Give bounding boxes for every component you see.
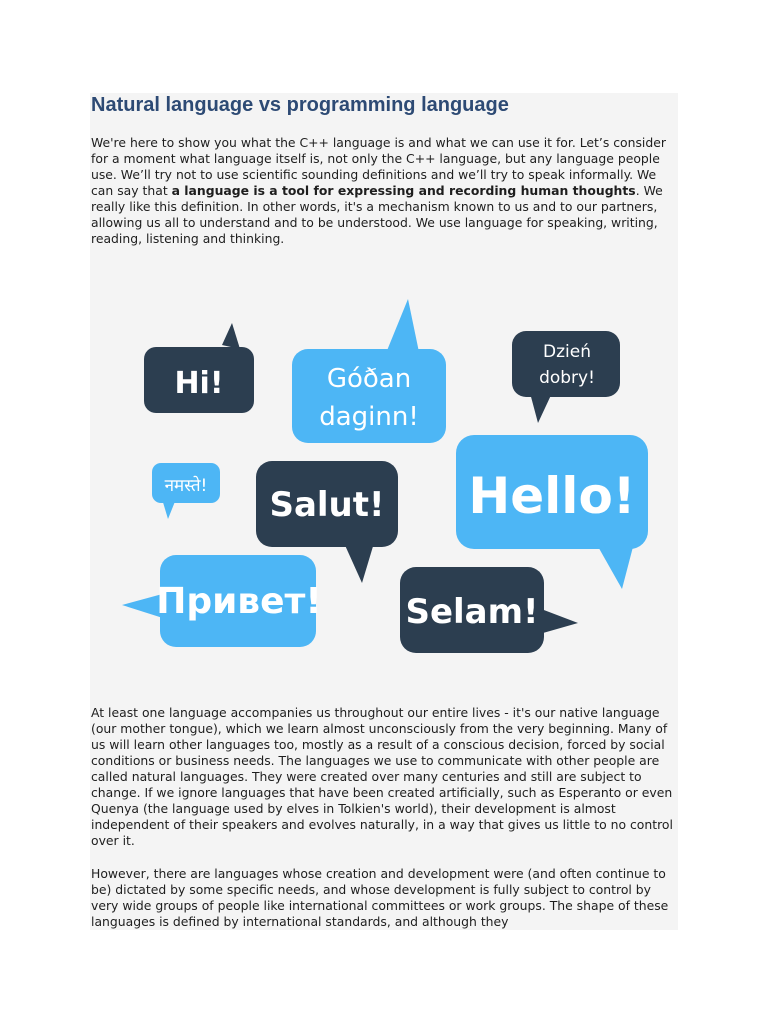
bubble-hi-text: Hi!: [174, 366, 224, 401]
bubble-selam-text: Selam!: [405, 592, 539, 632]
bubble-namaste: [152, 463, 220, 519]
bubble-hello-text: Hello!: [468, 467, 636, 525]
bubble-dzien-line2: dobry!: [539, 368, 595, 388]
bubble-hello: [456, 435, 648, 589]
article-title: Natural language vs programming language: [91, 94, 509, 116]
bubble-hi: [144, 323, 254, 413]
intro-paragraph: [91, 135, 678, 247]
intro-definition-bold: a language is a tool for expressing and recording human thoughts: [171, 183, 636, 198]
bubble-godan-line2: daginn!: [319, 402, 419, 432]
native-language-paragraph: At least one language accompanies us throughout our entire lives - it's our native language (our mother tongue), which we learn almost unconsciously from the very beginning. Many of us will learn other languages too, mostly as a result of a conscious decision, forced by social conditions or business needs. The languages we use to communicate with other people are called natural languages. They were created over many centuries and still are subject to change. If we ignore languages that have been created artificially, such as Esperanto or even Quenya (the language used by elves in Tolkien's world), their development is almost independent of their speakers and evolves naturally, in a way that gives us little to no control over it.: [91, 705, 673, 848]
bubble-privet: [122, 555, 322, 647]
bubble-selam: [400, 567, 578, 653]
bubble-salut-text: Salut!: [269, 485, 385, 525]
intro-text-start: We're here to show you what the C++ language is and what we can use it for. Let’s consider for a moment what language itself is, not only the C++ language, but any language people use. We’ll try not to use scientific sounding definitions and we’ll try to speak informally. We can say that: [91, 135, 666, 198]
controlled-languages-paragraph: However, there are languages whose creation and development were (and often continue to be) dictated by some specific needs, and whose development is fully subject to control by very wide groups of people like international committees or work groups. The shape of these languages is defined by international standards, and although they: [91, 866, 669, 929]
bubble-dzien-dobry: [512, 331, 620, 423]
bubble-godan-line1: Góðan: [326, 364, 412, 394]
bubble-godan-daginn: [292, 299, 446, 443]
speech-bubbles-illustration: [90, 293, 678, 663]
bubble-namaste-text: नमस्ते!: [164, 476, 208, 496]
bubble-privet-text: Привет!: [156, 581, 322, 622]
bubble-dzien-line1: Dzień: [543, 342, 591, 362]
document-page: [90, 93, 678, 930]
intro-text-end: . We really like this definition. In other words, it's a mechanism known to us and to our partners, allowing us all to understand and to be understood. We use language for speaking, writing, reading, listening and thinking.: [91, 183, 663, 246]
